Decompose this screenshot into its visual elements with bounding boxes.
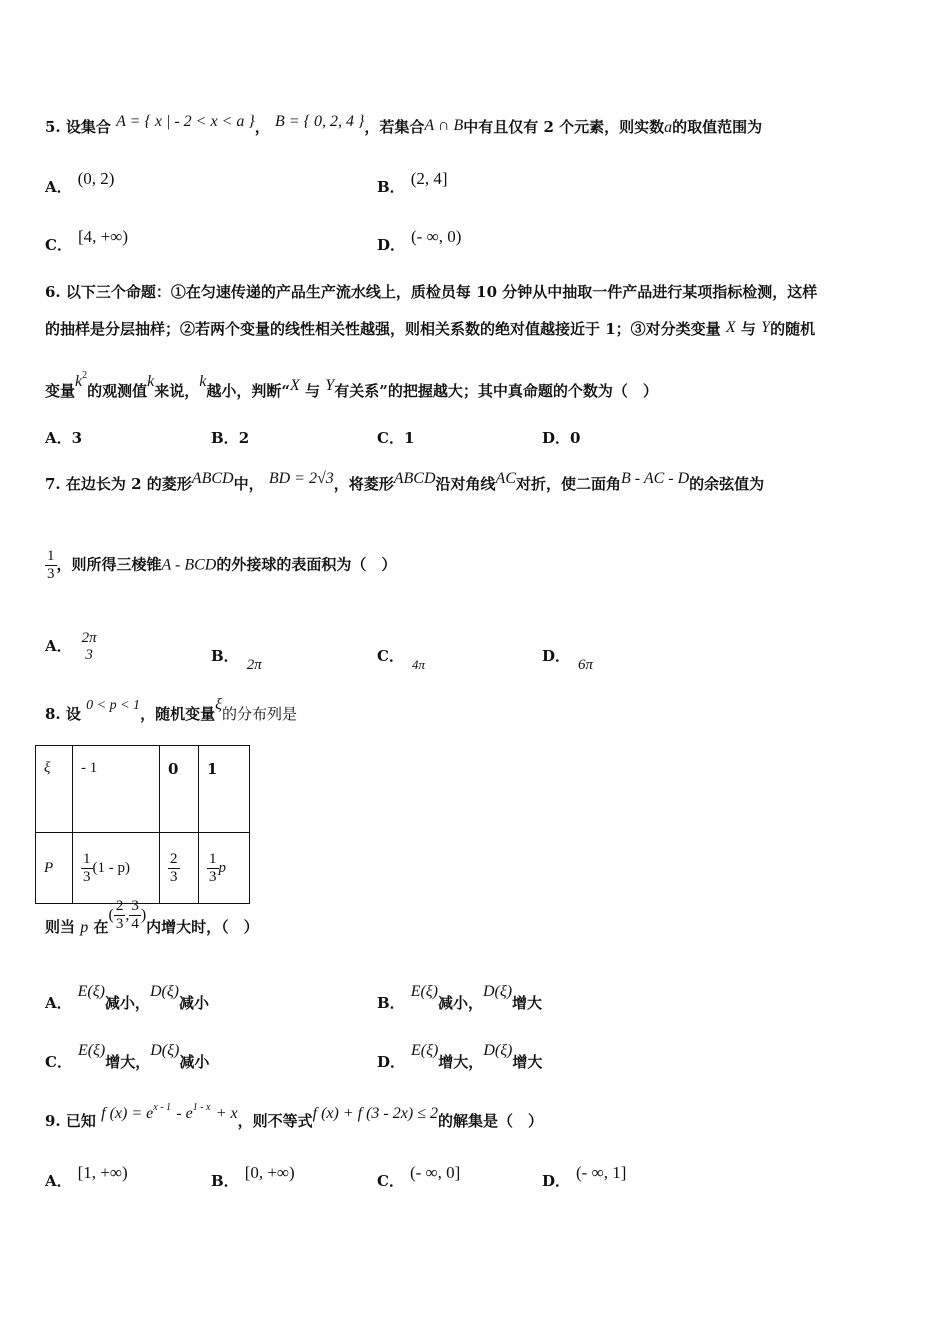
q6-k-squared-exp: 2 — [82, 370, 88, 381]
cell-fraction — [81, 851, 93, 886]
q8-number: 8. — [45, 705, 61, 723]
q9-text-1: 已知 — [65, 1112, 96, 1130]
q9-function-part-1: f (x) = e — [101, 1105, 154, 1122]
q8-option-d[interactable] — [377, 1042, 543, 1072]
option-d-trend: 减小 — [179, 994, 210, 1012]
q8-p: p — [80, 918, 89, 936]
option-label: B． — [211, 1172, 239, 1190]
q9-option-b[interactable] — [211, 1163, 295, 1191]
q5-intersection: A ∩ B — [424, 117, 464, 134]
option-value: (2, 4] — [410, 169, 448, 188]
option-e-trend: 增大， — [105, 1053, 151, 1071]
q6-text-7: 越小，判断“ — [206, 382, 291, 400]
table-row — [36, 746, 250, 833]
q7-dihedral-angle: B - AC - D — [621, 470, 690, 487]
variance-symbol: D(ξ) — [482, 983, 513, 1000]
option-value: 0 — [570, 429, 581, 447]
fraction-numerator: 2π — [81, 630, 97, 646]
q6-k-2: k — [199, 373, 207, 390]
option-e-trend: 减小， — [437, 994, 483, 1012]
q9-function-part-3: + x — [215, 1105, 238, 1122]
q7-rhombus-2: ABCD — [393, 470, 436, 487]
fraction-numerator: 3 — [131, 898, 139, 914]
q7-bd-length: BD = 2√3 — [268, 470, 334, 487]
q6-stem-line-3 — [45, 370, 658, 401]
q9-option-c[interactable] — [377, 1163, 461, 1191]
q5-number: 5. — [45, 118, 61, 136]
q6-and-2: 与 — [305, 382, 321, 400]
q9-option-a[interactable] — [45, 1163, 128, 1191]
option-value: [1, +∞) — [77, 1163, 128, 1182]
option-label: C． — [377, 429, 404, 447]
q5-text-4: 的取值范围为 — [672, 118, 763, 136]
option-label: C． — [45, 236, 72, 254]
table-header-1: 1 — [199, 746, 250, 833]
q6-and: 与 — [740, 320, 756, 338]
q9-inequality: f (x) + f (3 - 2x) ≤ 2 — [312, 1105, 438, 1122]
option-value: [0, +∞) — [244, 1163, 295, 1182]
q6-var-y-2: Y — [325, 377, 335, 394]
option-fraction — [80, 630, 99, 664]
q6-text-2: 的抽样是分层抽样；②若两个变量的线性相关性越强，则相关系数的绝对值越接近于 1；③对分类变量 — [45, 320, 721, 338]
option-label: A． — [45, 637, 72, 655]
q7-text-3: ，将菱形 — [333, 475, 394, 493]
q8-interval-comma: , — [125, 906, 130, 924]
expectation-symbol: E(ξ) — [410, 983, 438, 1000]
q6-option-d[interactable] — [542, 427, 580, 448]
q7-stem-line-1 — [45, 470, 765, 494]
option-label: D． — [542, 647, 571, 665]
option-label: A． — [45, 1172, 72, 1190]
q5-option-c[interactable] — [45, 227, 128, 255]
q5-text-1: 设集合 — [65, 118, 111, 136]
option-label: C． — [45, 1053, 72, 1071]
table-header-neg1: - 1 — [73, 746, 160, 833]
q7-option-a[interactable] — [45, 630, 99, 664]
q6-stem-line-1 — [45, 281, 817, 302]
q7-option-b[interactable] — [211, 645, 262, 673]
cell-expression: p — [218, 859, 226, 876]
option-d-trend: 增大 — [512, 994, 543, 1012]
q5-set-b: B = { 0, 2, 4 } — [275, 113, 365, 130]
q8-interval-frac-1 — [114, 898, 126, 933]
q6-option-b[interactable] — [211, 427, 249, 448]
q7-text-7: ，则所得三棱锥 — [56, 555, 162, 574]
q7-text-6: 的余弦值为 — [689, 475, 765, 493]
option-label: B． — [377, 994, 405, 1012]
q8-text-2: ，随机变量 — [140, 705, 216, 723]
q7-cos-fraction — [45, 548, 57, 583]
q7-diagonal: AC — [495, 470, 516, 487]
q8-condition: 0 < p < 1 — [86, 698, 141, 713]
option-label: B． — [211, 647, 239, 665]
q7-stem-line-2 — [45, 548, 396, 583]
option-label: C． — [377, 1172, 404, 1190]
q8-text-5: 在 — [93, 917, 109, 936]
expectation-symbol: E(ξ) — [77, 1042, 106, 1059]
table-header-xi: ξ — [36, 746, 73, 833]
expectation-symbol: E(ξ) — [411, 1042, 439, 1059]
fraction-denominator: 3 — [85, 647, 93, 663]
q7-text-2: 中， — [233, 475, 264, 493]
option-label: D． — [542, 1172, 571, 1190]
q6-var-x: X — [725, 319, 736, 336]
option-label: C． — [377, 647, 404, 665]
q7-text-8: 的外接球的表面积为（ ） — [216, 555, 397, 574]
q6-text-1: 以下三个命题：①在匀速传递的产品生产流水线上，质检员每 10 分钟从中抽取一件产品进行某项指标检测，这样 — [65, 283, 818, 301]
q9-text-3: 的解集是（ ） — [437, 1112, 543, 1130]
expectation-symbol: E(ξ) — [77, 983, 105, 1000]
q7-option-c[interactable] — [377, 645, 425, 672]
q9-function-part-2: - e — [176, 1105, 193, 1122]
q7-option-d[interactable] — [542, 645, 594, 673]
option-value: (- ∞, 1] — [576, 1163, 627, 1182]
fraction-numerator: 2 — [170, 850, 178, 867]
q5-text-3: 中有且仅有 2 个元素，则实数 — [463, 118, 665, 136]
q6-var-y: Y — [761, 319, 771, 336]
fraction-numerator: 2 — [115, 898, 124, 914]
cell-fraction — [168, 851, 180, 886]
q7-text-5: 对折，使二面角 — [516, 475, 622, 493]
q6-number: 6. — [45, 283, 61, 301]
q8-option-c[interactable] — [45, 1042, 210, 1072]
fraction-numerator: 1 — [209, 850, 217, 867]
q5-option-a[interactable] — [45, 169, 115, 197]
option-value: (- ∞, 0) — [411, 227, 462, 246]
q7-text-1: 在边长为 2 的菱形 — [65, 475, 192, 493]
option-value: (0, 2) — [77, 169, 115, 188]
q9-number: 9. — [45, 1112, 61, 1130]
option-e-trend: 增大， — [438, 1053, 484, 1071]
fraction-numerator: 1 — [47, 548, 55, 564]
q8-text-3: 的分布列是 — [221, 705, 297, 723]
q8-text-1: 设 — [65, 705, 81, 723]
q8-interval-close: ) — [140, 906, 147, 924]
q8-stem — [45, 696, 297, 724]
option-d-trend: 减小 — [179, 1053, 210, 1071]
q9-option-d[interactable] — [542, 1163, 627, 1191]
q9-text-2: ，则不等式 — [237, 1112, 313, 1130]
q8-interval-frac-2 — [129, 898, 141, 933]
q7-rhombus: ABCD — [191, 470, 234, 487]
option-value: 4π — [411, 657, 425, 672]
q8-option-a[interactable] — [45, 983, 210, 1013]
q6-var-x-2: X — [290, 377, 300, 394]
q6-option-c[interactable] — [377, 427, 414, 448]
q7-text-4: 沿对角线 — [435, 475, 496, 493]
cell-fraction — [207, 851, 219, 886]
table-row — [36, 833, 250, 904]
table-cell-prob-1 — [199, 833, 250, 904]
q7-number: 7. — [45, 475, 61, 493]
option-d-trend: 增大 — [512, 1053, 543, 1071]
fraction-numerator: 1 — [83, 850, 91, 867]
option-label: D． — [377, 236, 406, 254]
q6-stem-line-2 — [45, 318, 815, 339]
q8-option-b[interactable] — [377, 983, 543, 1013]
option-value: 3 — [71, 429, 83, 447]
q6-text-6: 来说， — [154, 382, 200, 400]
q8-text-4: 则当 — [45, 917, 76, 936]
fraction-denominator: 3 — [209, 868, 217, 885]
q7-pyramid: A - BCD — [161, 556, 217, 574]
q6-text-5: 的观测值 — [87, 382, 148, 400]
q8-xi: ξ — [215, 696, 222, 713]
q6-option-a[interactable] — [45, 427, 82, 448]
option-label: A． — [45, 178, 72, 196]
option-label: A． — [45, 429, 72, 447]
q5-text-2: ，若集合 — [364, 118, 425, 136]
q6-k-squared-base: k — [75, 373, 83, 390]
q6-text-4: 变量 — [45, 382, 76, 400]
table-cell-prob-neg1 — [73, 833, 160, 904]
q5-var-a: a — [664, 119, 673, 136]
q9-stem — [45, 1102, 543, 1131]
q8-interval-open: ( — [108, 906, 114, 924]
q5-option-d[interactable] — [377, 227, 462, 255]
option-e-trend: 减小， — [104, 994, 150, 1012]
q6-text-3: 的随机 — [770, 320, 816, 338]
option-label: D． — [377, 1053, 406, 1071]
fraction-denominator: 3 — [115, 916, 124, 932]
fraction-denominator: 4 — [131, 916, 139, 932]
q8-stem-2 — [45, 898, 259, 936]
option-value: 2 — [238, 429, 250, 447]
q9-exponent-2: 1 - x — [192, 1102, 211, 1113]
variance-symbol: D(ξ) — [150, 1042, 180, 1059]
option-value: 1 — [403, 429, 415, 447]
q5-stem — [45, 113, 763, 137]
option-value: (- ∞, 0] — [409, 1163, 461, 1182]
q5-comma: ， — [254, 118, 270, 136]
option-label: B． — [377, 178, 405, 196]
cell-expression: (1 - p) — [92, 859, 130, 876]
q9-exponent-1: x - 1 — [153, 1102, 172, 1113]
fraction-denominator: 3 — [170, 868, 178, 885]
option-label: A． — [45, 994, 72, 1012]
fraction-denominator: 3 — [47, 566, 55, 582]
q6-k-1: k — [147, 373, 155, 390]
q6-text-8: 有关系”的把握越大；其中真命题的个数为（ ） — [334, 382, 658, 400]
option-label: B． — [211, 429, 239, 447]
option-value: 6π — [578, 657, 594, 673]
fraction-denominator: 3 — [83, 868, 91, 885]
option-value: 2π — [246, 657, 262, 673]
option-label: D． — [542, 429, 571, 447]
variance-symbol: D(ξ) — [483, 1042, 513, 1059]
table-cell-prob-0 — [160, 833, 199, 904]
variance-symbol: D(ξ) — [149, 983, 179, 1000]
q5-option-b[interactable] — [377, 169, 448, 197]
distribution-table — [35, 745, 250, 904]
table-cell-p: P — [36, 833, 73, 904]
option-value: [4, +∞) — [77, 227, 128, 246]
q5-set-a: A = { x | - 2 < x < a } — [116, 113, 255, 130]
table-header-0: 0 — [160, 746, 199, 833]
q8-text-6: 内增大时，（ ） — [146, 917, 259, 936]
